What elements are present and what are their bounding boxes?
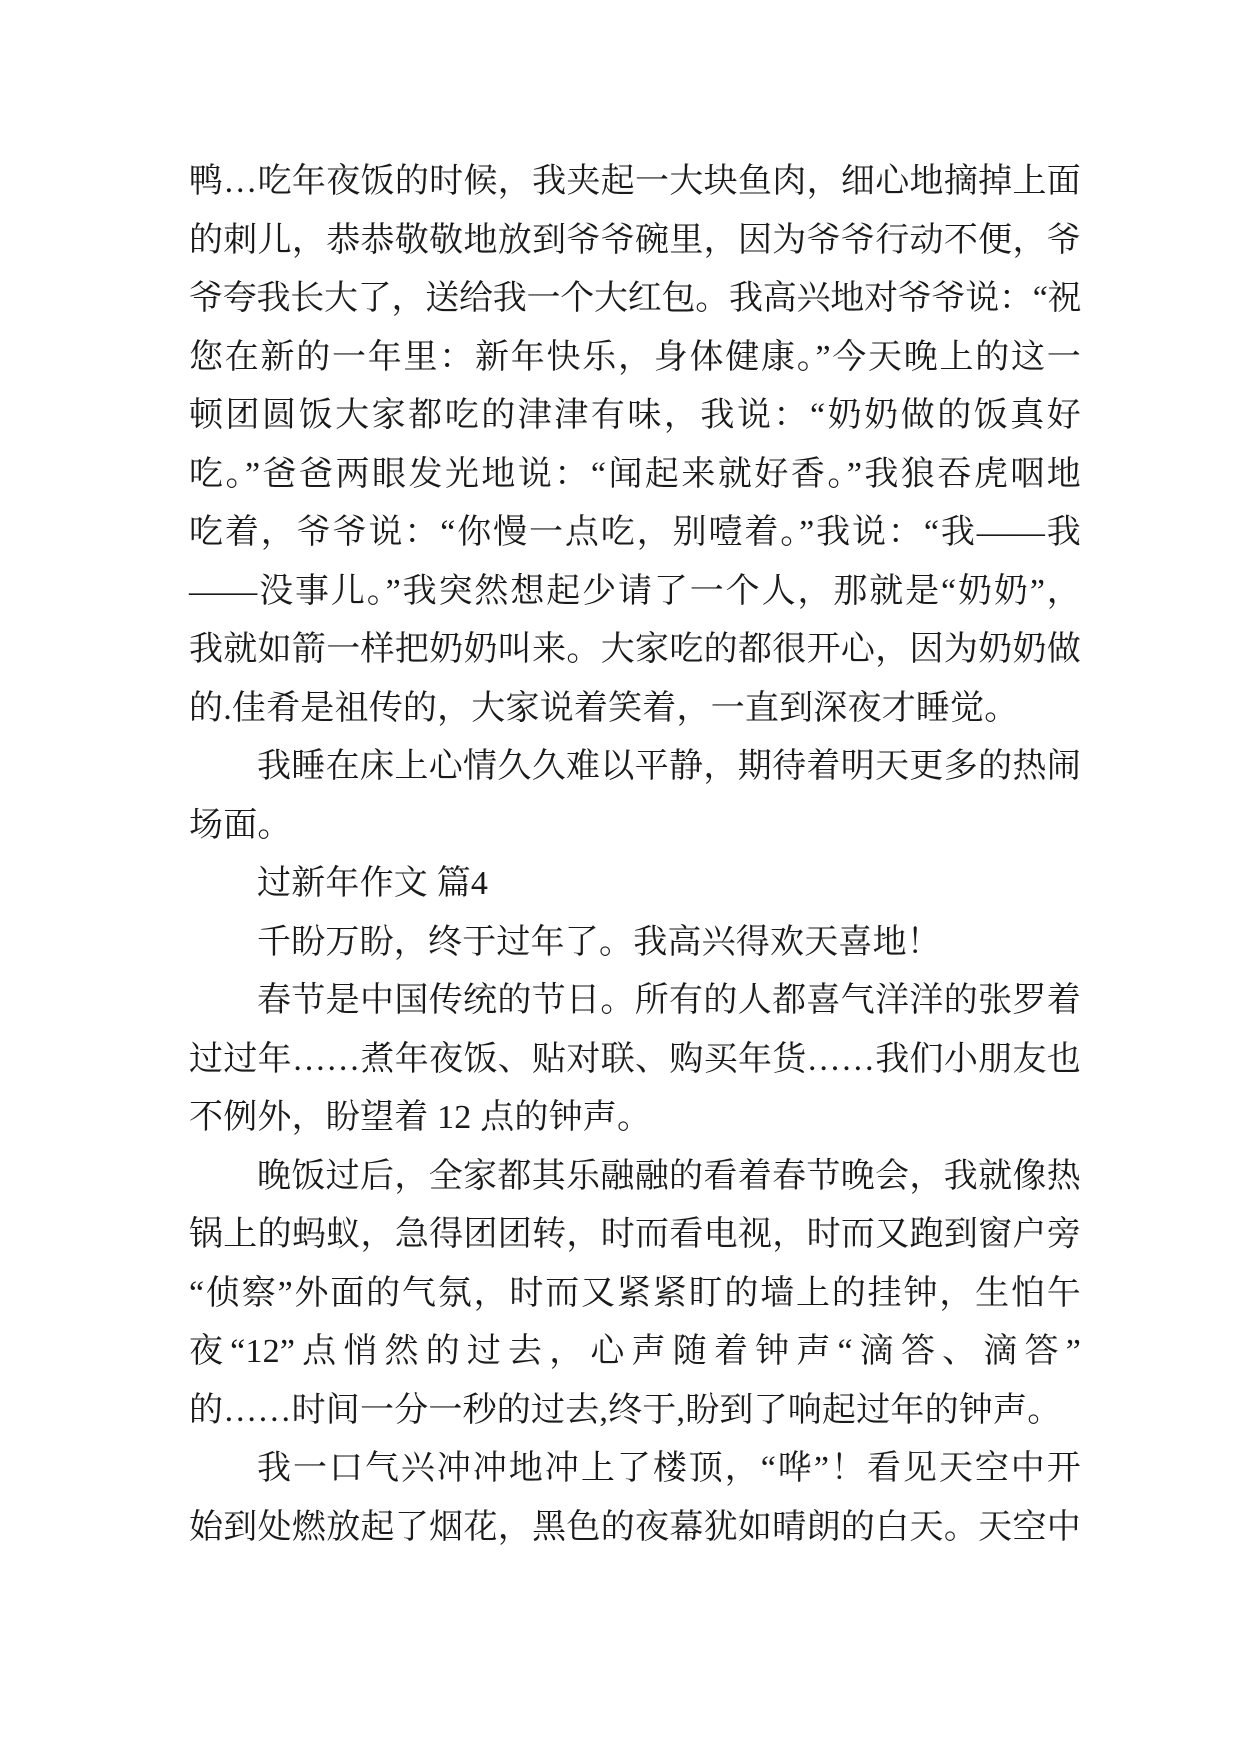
text-line: 不例外，盼望着 12 点的钟声。	[189, 1099, 652, 1136]
text-line: 晚饭过后，全家都其乐融融的看着春节晚会，我就像热	[257, 1157, 1081, 1195]
text-line: 场面。	[189, 806, 292, 844]
essay-text-block	[189, 153, 1081, 1557]
text-line: 夜“12”点悄然的过去，心声随着钟声“滴答、滴答”	[189, 1333, 1081, 1370]
text-line: 千盼万盼，终于过年了。我高兴得欢天喜地！	[257, 923, 941, 961]
text-line: 我就如箭一样把奶奶叫来。大家吃的都很开心，因为奶奶做	[189, 631, 1081, 668]
text-line: 鸭…吃年夜饭的时候，我夹起一大块鱼肉，细心地摘掉上面	[189, 163, 1081, 200]
text-line: 春节是中国传统的节日。所有的人都喜气洋洋的张罗着	[257, 982, 1081, 1019]
text-line: 始到处燃放起了烟花，黑色的夜幕犹如晴朗的白天。天空中	[189, 1508, 1081, 1546]
text-line: “侦察”外面的气氛，时而又紧紧盯的墙上的挂钟，生怕午	[189, 1274, 1081, 1312]
text-line: 我睡在床上心情久久难以平静，期待着明天更多的热闹	[257, 748, 1081, 785]
text-line: 您在新的一年里：新年快乐，身体健康。”今天晚上的这一	[189, 338, 1081, 376]
text-line: 我一口气兴冲冲地冲上了楼顶，“哗”！看见天空中开	[257, 1450, 1081, 1487]
text-line: 的……时间一分一秒的过去,终于,盼到了响起过年的钟声。	[189, 1391, 1062, 1429]
text-line: 的刺儿，恭恭敬敬地放到爷爷碗里，因为爷爷行动不便，爷	[189, 221, 1081, 259]
text-line: ——没事儿。”我突然想起少请了一个人，那就是“奶奶”，	[189, 572, 1081, 610]
text-line: 的.佳肴是祖传的，大家说着笑着，一直到深夜才睡觉。	[189, 689, 1019, 727]
text-line: 吃着，爷爷说：“你慢一点吃，别噎着。”我说：“我——我	[189, 514, 1081, 551]
text-line: 顿团圆饭大家都吃的津津有味，我说：“奶奶做的饭真好	[189, 397, 1081, 434]
text-line: 爷夸我长大了，送给我一个大红包。我高兴地对爷爷说：“祝	[189, 280, 1081, 317]
text-line: 锅上的蚂蚁，急得团团转，时而看电视，时而又跑到窗户旁	[189, 1216, 1081, 1253]
text-line: 过新年作文 篇4	[257, 865, 489, 902]
text-line: 过过年……煮年夜饭、贴对联、购买年货……我们小朋友也	[189, 1040, 1081, 1078]
text-line: 吃。”爸爸两眼发光地说：“闻起来就好香。”我狼吞虎咽地	[189, 455, 1081, 493]
